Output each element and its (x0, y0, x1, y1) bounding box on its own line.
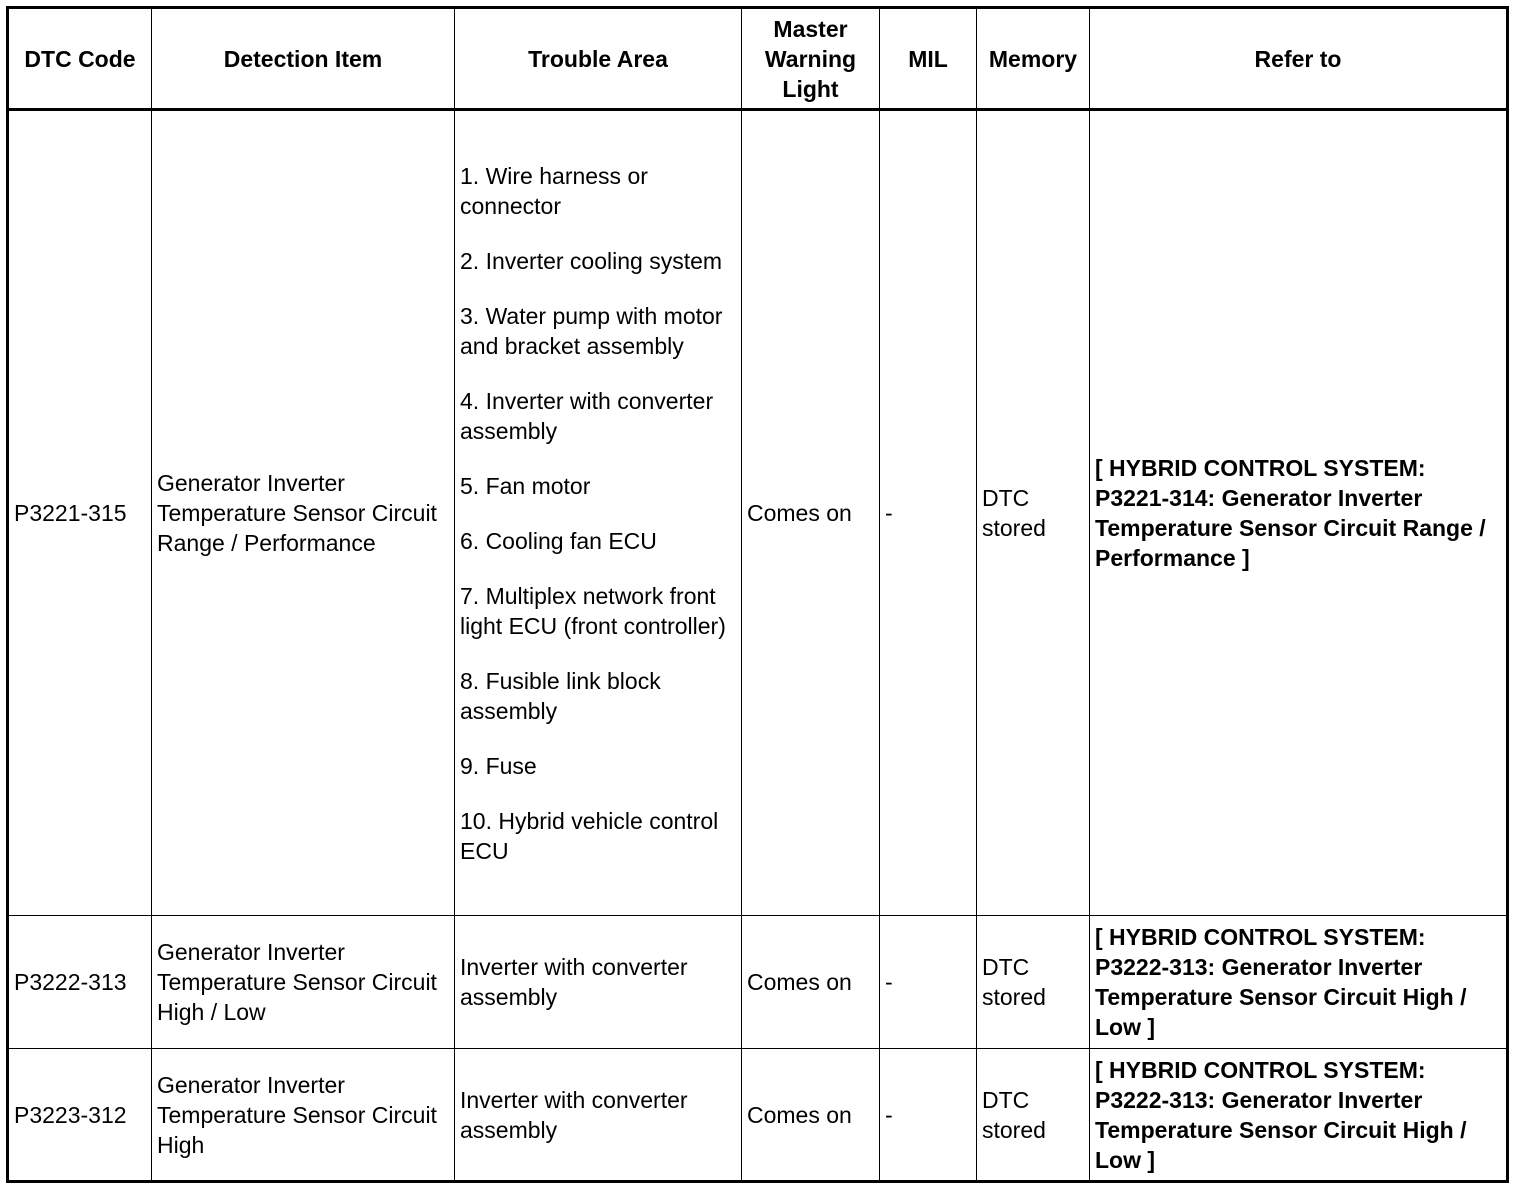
master-warning-light-cell: Comes on (742, 1049, 880, 1182)
trouble-area-item: 6. Cooling fan ECU (460, 527, 657, 554)
trouble-area-item: 7. Multiplex network front light ECU (front controller) (460, 582, 726, 639)
master-warning-light-cell: Comes on (742, 110, 880, 916)
table-row (8, 110, 1508, 916)
dtc-code-cell: P3221-315 (8, 110, 152, 916)
memory-cell: DTC stored (977, 1049, 1090, 1182)
table-body (8, 110, 1508, 1182)
mil-cell: - (880, 110, 977, 916)
refer-to-link[interactable]: [ HYBRID CONTROL SYSTEM: P3222-313: Generator Inverter Temperature Sensor Circuit High / Low ] (1090, 1049, 1508, 1182)
dtc-table (6, 6, 1509, 1183)
header-mil: MIL (880, 8, 977, 110)
trouble-area-list (460, 161, 736, 866)
trouble-area-item: 1. Wire harness or connector (460, 162, 648, 219)
master-warning-light-cell: Comes on (742, 916, 880, 1049)
detection-item-cell: Generator Inverter Temperature Sensor Circuit High / Low (152, 916, 455, 1049)
trouble-area-item: 2. Inverter cooling system (460, 247, 723, 274)
memory-cell: DTC stored (977, 110, 1090, 916)
header-row (8, 8, 1508, 110)
header-refer-to: Refer to (1090, 8, 1508, 110)
trouble-area-cell: Inverter with converter assembly (455, 916, 742, 1049)
header-master-warning-light: Master Warning Light (742, 8, 880, 110)
dtc-code-cell: P3222-313 (8, 916, 152, 1049)
header-memory: Memory (977, 8, 1090, 110)
trouble-area-cell (455, 110, 742, 916)
trouble-area-item: 3. Water pump with motor and bracket assembly (460, 302, 723, 359)
dtc-code-cell: P3223-312 (8, 1049, 152, 1182)
header-detection-item: Detection Item (152, 8, 455, 110)
refer-to-link[interactable]: [ HYBRID CONTROL SYSTEM: P3222-313: Generator Inverter Temperature Sensor Circuit High / Low ] (1090, 916, 1508, 1049)
table-header (8, 8, 1508, 110)
trouble-area-cell: Inverter with converter assembly (455, 1049, 742, 1182)
trouble-area-item: 9. Fuse (460, 752, 537, 779)
trouble-area-item: 5. Fan motor (460, 472, 591, 499)
trouble-area-item: 4. Inverter with converter assembly (460, 387, 714, 444)
table-row (8, 916, 1508, 1049)
trouble-area-item: 10. Hybrid vehicle control ECU (460, 807, 719, 864)
detection-item-cell: Generator Inverter Temperature Sensor Circuit High (152, 1049, 455, 1182)
refer-to-link[interactable]: [ HYBRID CONTROL SYSTEM: P3221-314: Generator Inverter Temperature Sensor Circuit Range / Performance ] (1090, 110, 1508, 916)
detection-item-cell: Generator Inverter Temperature Sensor Circuit Range / Performance (152, 110, 455, 916)
header-trouble-area: Trouble Area (455, 8, 742, 110)
memory-cell: DTC stored (977, 916, 1090, 1049)
trouble-area-item: 8. Fusible link block assembly (460, 667, 661, 724)
header-dtc-code: DTC Code (8, 8, 152, 110)
mil-cell: - (880, 916, 977, 1049)
mil-cell: - (880, 1049, 977, 1182)
table-row (8, 1049, 1508, 1182)
